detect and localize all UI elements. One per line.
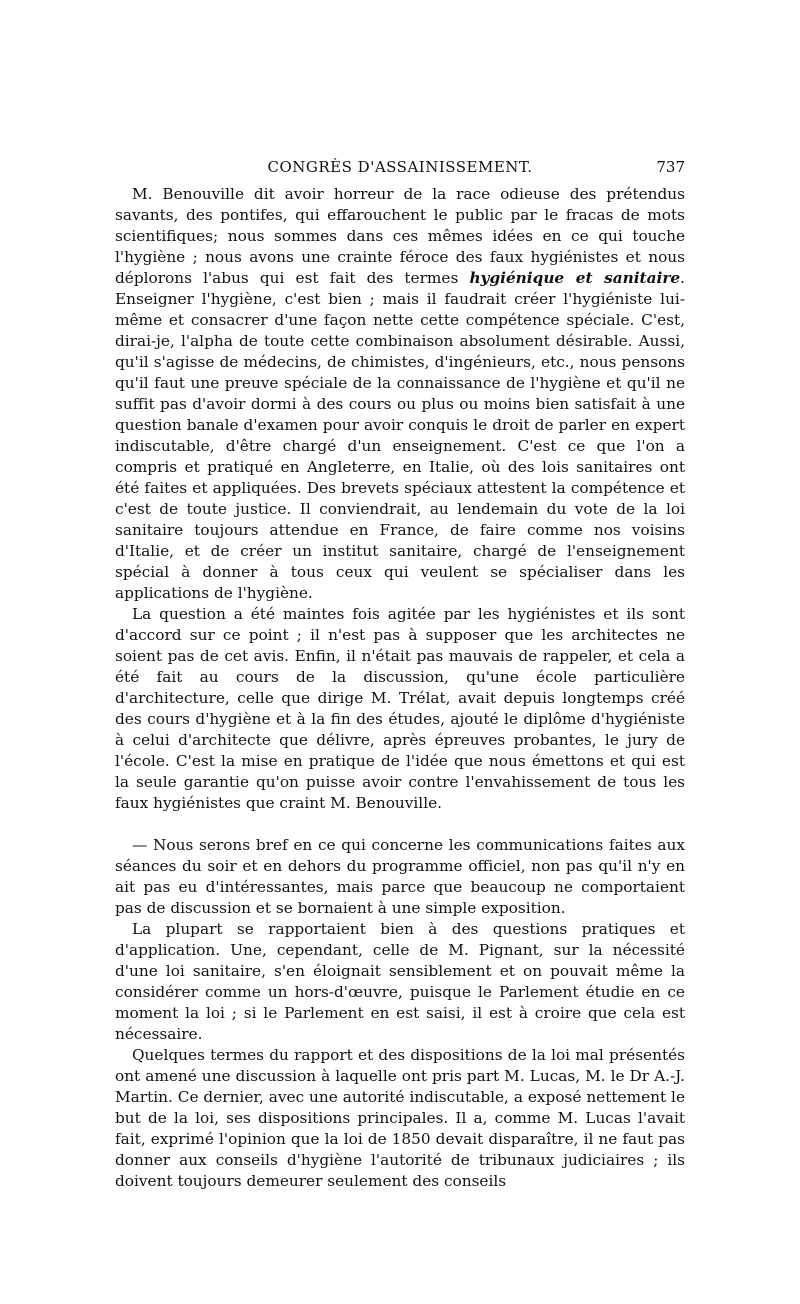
paragraph-communications: — Nous serons bref en ce qui concerne les communications faites aux séances du soir et en dehors du programme officiel, non pas qu'il n'y en ait pas eu d'intéressantes, mais parce que beaucoup ne comportaient pas de discussion et se bornaient à une simple exposition.: [115, 836, 685, 917]
body-text: [115, 184, 685, 1192]
page-header: [115, 158, 685, 182]
page-number: 737: [656, 158, 685, 176]
paragraph-text: M. Benouville dit avoir horreur de la race odieuse des prétendus savants, des pontifes, qui effarouchent le public par le fracas de mots scientifiques; nous sommes dans ces mêmes idées en ce qui touche l'hygiène ; nous avons une crainte féroce des faux hygiénistes et nous déplorons l'abus qui est fait des termes: [115, 185, 685, 287]
emphasized-terms: hygiénique et sanitaire: [469, 269, 681, 287]
section-break: [115, 814, 685, 835]
paragraph-rapport: Quelques termes du rapport et des dispositions de la loi mal présentés ont amené une discussion à laquelle ont pris part M. Lucas, M. le Dr A.-J. Martin. Ce dernier, avec une autorité indiscutable, a exposé nettement le but de la loi, ses dispositions principales. Il a, comme M. Lucas l'avait fait, exprimé l'opinion que la loi de 1850 devait disparaître, il ne faut pas donner aux conseils d'hygiène l'autorité de tribunaux judiciaires ; ils doivent toujours demeurer seulement des conseils: [115, 1046, 685, 1190]
paragraph-benouville: [115, 184, 685, 604]
paragraph-text: . Enseigner l'hygiène, c'est bien ; mais il faudrait créer l'hygiéniste lui-même et consacrer d'une façon nette cette compétence spéciale. C'est, dirai-je, l'alpha de toute cette combinaison absolument désirable. Aussi, qu'il s'agisse de médecins, de chimistes, d'ingénieurs, etc., nous pensons qu'il faut une preuve spéciale de la connaissance de l'hygiène et qu'il ne suffit pas d'avoir dormi à des cours ou plus ou moins bien satisfait à une question banale d'examen pour avoir conquis le droit de parler en expert indiscutable, d'être chargé d'un enseignement. C'est ce que l'on a compris et pratiqué en Angleterre, en Italie, où des lois sanitaires ont été faites et appliquées. Des brevets spéciaux attestent la compétence et c'est de toute justice. Il conviendrait, au lendemain du vote de la loi sanitaire toujours attendue en France, de faire comme nos voisins d'Italie, et de créer un institut sanitaire, chargé de l'enseignement spécial à donner à tous ceux qui veulent se spécialiser dans les applications de l'hygiène.: [115, 269, 686, 602]
paragraph-question: La question a été maintes fois agitée par les hygiénistes et ils sont d'accord sur ce point ; il n'est pas à supposer que les architectes ne soient pas de cet avis. Enfin, il n'était pas mauvais de rappeler, et cela a été fait au cours de la discussion, qu'une école particulière d'architecture, celle que dirige M. Trélat, avait depuis longtemps créé des cours d'hygiène et à la fin des études, ajouté le diplôme d'hygiéniste à celui d'architecte que délivre, après épreuves probantes, le jury de l'école. C'est la mise en pratique de l'idée que nous émettons et qui est la seule garantie qu'on puisse avoir contre l'envahissement de tous les faux hygiénistes que craint M. Benouville.: [115, 605, 685, 812]
paragraph-pignant: La plupart se rapportaient bien à des questions pratiques et d'application. Une, cependant, celle de M. Pignant, sur la nécessité d'une loi sanitaire, s'en éloignait sensiblement et on pouvait même la considérer comme un hors-d'œuvre, puisque le Parlement étudie en ce moment la loi ; si le Parlement en est saisi, il est à croire que cela est nécessaire.: [115, 920, 685, 1043]
running-title: CONGRÈS D'ASSAINISSEMENT.: [267, 158, 533, 176]
